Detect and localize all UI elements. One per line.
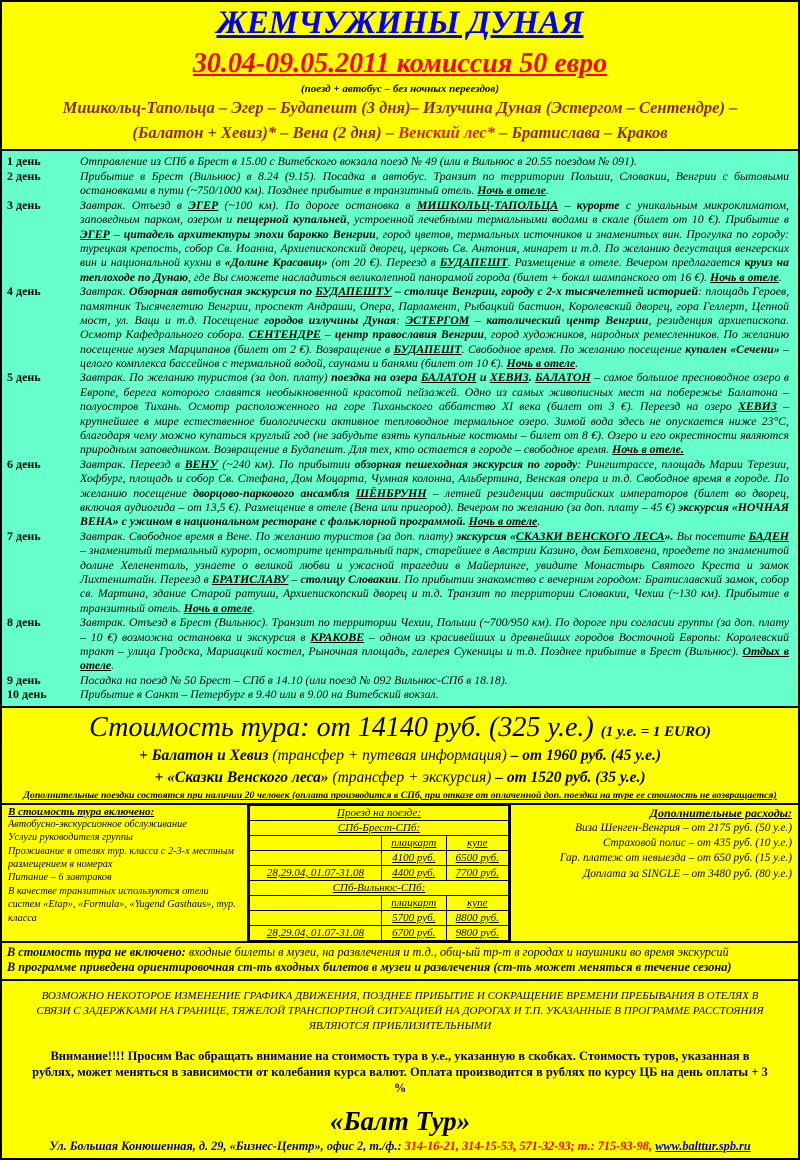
text-segment: . [252, 600, 256, 615]
text-segment: столицу Словакии [300, 571, 399, 586]
text-segment: Завтрак. Отъезд в Брест (Вильнюс). Транзит по территории Чехии, Польши (~700/950 км). По дороге при согласии группы (за доп. плату – 10 €) возможна остановка и экскурсия в [80, 615, 789, 644]
company-name: «Балт Тур» [329, 1105, 471, 1136]
included-title: В стоимость тура включено: [8, 805, 155, 818]
text-segment: Ночь в отеле [183, 600, 253, 615]
text-segment: городов излучины Дуная [264, 312, 396, 327]
pricing-section [2, 708, 798, 803]
text-segment: входные билеты в музеи, на развлечения и т.д., общ-ый тр-т в городах и наушники во время экскурсий [188, 944, 729, 959]
text-segment: – крупнейшее в мире естественное биологически активное тепловодное термальное озеро. Зимой вода здесь не опускается ниже 23°С, благодаря чему можно купаться круглый год (не забудьте взять купальные костюмы – билет от 8 €). Озеро и его окрестности являются природным заповедником. Возвращение в Будапешт. Для тех, кто остается в городе – свободное время. [80, 399, 789, 457]
text-segment: СКАЗКИ ВЕНСКОГО ЛЕСА [515, 528, 665, 543]
text-segment: (трансфер + экскурсия) [332, 768, 492, 786]
text-segment: . [575, 356, 579, 371]
text-segment: БАЛАТОН [535, 370, 591, 385]
itinerary-day-row [2, 154, 794, 169]
train-class-header: плацкарт [381, 835, 446, 850]
train-fare-cell: 9800 руб. [446, 925, 508, 940]
day-description [80, 198, 794, 284]
itinerary-day-row [2, 198, 794, 284]
company-address-line [2, 1136, 798, 1158]
text-segment: МИШКОЛЬЦ-ТАПОЛЬЦА [416, 197, 559, 212]
text-segment: – Братислава – Краков [494, 122, 668, 142]
text-segment: Прибытие в Санкт – Петербург в 9.40 или в 9.00 на Витебский вокзал. [80, 687, 439, 702]
train-class-header: плацкарт [381, 895, 446, 910]
text-segment: СЕНТЕНДРЕ [248, 327, 321, 342]
text-segment: : Рингштрассе, площадь Марии Терезии, Хофбург, площадь и собор Св. Стефана, Дом Моцарта, Чумная колонна, Альбертина, Венская опера и т.д. Свободное время в городе. По желанию посещение [80, 456, 790, 500]
text-segment: Мишкольц-Тапольца – Эгер – Будапешт (3 дня)– Излучина Дуная (Эстергом – Сентендре) – (Балатон + Хевиз)* – Вена (2 дня) – [62, 97, 738, 142]
day-label: 6 день [7, 456, 41, 471]
text-segment: БРАТИСЛАВУ [211, 571, 289, 586]
text-segment: БУДАПЕШТ [439, 255, 508, 270]
website-link[interactable]: www.balttur.spb.ru [655, 1139, 751, 1154]
train-route-name: СПб-Вильнюс-СПб: [250, 880, 509, 895]
text-segment: ». [664, 528, 674, 543]
text-segment: . Размещение в отеле. Вечером предлагается [507, 255, 745, 270]
notes-section [2, 943, 798, 981]
train-fare-cell: 4400 руб. [381, 865, 446, 880]
text-segment: – от 1520 руб. (35 у.е.) [491, 768, 646, 786]
extra-costs-column [511, 805, 798, 941]
train-fare-cell: 5700 руб. [381, 910, 446, 925]
train-fare-cell: 6700 руб. [381, 925, 446, 940]
text-segment: Посадка на поезд № 50 Брест – СПб в 14.10 (или поезд № 092 Вильнюс-СПб в 18.18). [80, 672, 508, 687]
train-fare-cell: 4100 руб. [381, 850, 446, 865]
text-segment: – от 1960 руб. (45 у.е.) [506, 747, 661, 765]
day-label: 3 день [7, 197, 41, 212]
page-title: ЖЕМЧУЖИНЫ ДУНАЯ [216, 5, 584, 41]
text-segment: Завтрак. Свободное время в Вене. По желанию туристов (за доп. плату) [80, 528, 457, 543]
text-segment: ХЕВИЗ [738, 399, 777, 414]
day-label: 8 день [7, 615, 41, 630]
text-segment: Ночь в отеле. [612, 442, 684, 457]
itinerary-day-row [2, 529, 794, 615]
extra-cost-item: Гар. платеж от невыезда – от 650 руб. (15 у.е.) [559, 852, 792, 865]
train-period-cell [250, 850, 382, 865]
text-segment: ХЕВИЗ [489, 370, 529, 385]
text-segment: + «Сказки Венского леса» [154, 768, 333, 786]
day-description [80, 169, 794, 198]
text-segment: В стоимость тура не включено: [7, 944, 189, 959]
day-description [80, 529, 794, 615]
text-segment: экскурсия « [456, 528, 516, 543]
tour-price-line [8, 712, 792, 744]
text-segment: купален «Сечени» [685, 341, 780, 356]
text-segment: Завтрак. Отъезд в [80, 197, 189, 212]
train-fares-column [249, 805, 511, 941]
train-fare-cell: 6500 руб. [446, 850, 508, 865]
itinerary-day-row [2, 370, 794, 456]
day-label: 9 день [7, 672, 41, 687]
attention-note: Внимание!!!! Просим Вас обращать внимание на стоимость тура в у.е., указанную в скобках. Стоимость туров, указанная в рублях, может меняться в зависимости от колебания курса валют. Оплата производится в рублях по курсу ЦБ на день оплаты + 3 % [32, 1048, 768, 1096]
included-item: Услуги руководителя группы [8, 832, 134, 844]
train-class-header: купе [446, 895, 508, 910]
day-label: 1 день [7, 154, 41, 169]
text-segment: : площадь Героев, памятник Тысячелетию Венгрии, проспект Андраши, Опера, Парламент, Рыбацкий бастион, Королевский дворец, гора Геллерт, Цепной мост, ул. Ваци и т.д. Посещение [80, 284, 790, 327]
train-table-title: Проезд на поезде: [250, 805, 509, 820]
included-item: Автобусно-экскурсионное обслуживание [8, 818, 187, 830]
text-segment: (от 20 €). Переезд в [327, 255, 440, 270]
text-segment: . По прибытии знакомство с вечерним городом: Братиславский замок, собор св. Мартина, здание Старой ратуши, Архиепископский дворец и т.д. Транзит по территории Словакии, Чехии (~130 км). Прибытие в транзитный отель. [80, 571, 789, 615]
text-segment: Отправление из СПб в Брест в 15.00 с Витебского вокзала поезд № 49 (или в Вильнюс в 20.55 поездом № 091). [80, 154, 637, 169]
text-segment: (~240 км). По прибытии [217, 456, 355, 471]
train-class-header: купе [446, 835, 508, 850]
text-segment: ЭГЕР [188, 197, 219, 212]
train-cell-empty [250, 835, 382, 850]
itinerary-day-row [2, 284, 794, 370]
day-label: 2 день [7, 169, 41, 184]
text-segment: поездка на озера [331, 370, 421, 385]
text-segment: Завтрак. По желанию туристов (за доп. плату) [80, 370, 332, 385]
train-route-name: СПб-Брест-СПб: [250, 820, 509, 835]
tour-price: Стоимость тура: от 14140 руб. (325 у.е.) [89, 711, 594, 743]
day-label: 5 день [7, 370, 41, 385]
included-item: Проживание в отелях тур. класса с 2-3-х местным размещением в номерах [8, 845, 234, 870]
itinerary-day-row [2, 673, 794, 688]
extra-cost-item: Виза Шенген-Венгрия – от 2175 руб. (50 у.е.) [575, 821, 792, 834]
text-segment: + Балатон и Хевиз [139, 747, 273, 765]
text-segment: Ночь в отеле [468, 514, 538, 529]
text-segment: Завтрак. [80, 284, 130, 299]
text-segment: пещерной купальней [236, 212, 347, 227]
text-segment: – знаменитый термальный курорт, осмотрите центральный парк, старейшее в Австрии Казино, дом Бетховена, проедете по знаменитой долине Хелененталь, узнаете о великой любви и ужасной трагедии в Майерлинге, увидите Монастырь Святого Креста и замок Лихтенштайн. Переезд в [80, 543, 789, 586]
text-segment: с уникальным микроклиматом, заповедным парком, озером и [80, 197, 789, 227]
day-label: 7 день [7, 528, 41, 543]
text-segment: Вы посетите [673, 528, 749, 543]
text-segment: круиз на теплоходе по Дунаю [80, 255, 789, 284]
day-description [80, 673, 794, 688]
flyer-header [2, 2, 798, 149]
train-period-cell: 28,29.04, 01.07-31.08 [250, 865, 382, 880]
text-segment: центр православия Венгрии [334, 327, 484, 342]
day-description [80, 615, 794, 673]
text-segment: 314-16-21, 314-15-53, 571-32-93; т.: 715-93-98, [404, 1139, 656, 1154]
text-segment: обзорная пешеходная экскурсия по городу [354, 456, 578, 471]
text-segment: ЭГЕР [80, 226, 110, 241]
addon-balaton-heviz [8, 746, 792, 765]
text-segment: ЭСТЕРГОМ [405, 312, 470, 327]
address-and-phones [49, 1139, 655, 1153]
text-segment: Ул. Большая Конюшенная, д. 29, «Бизнес-Центр», офис 2, т./ф.: [49, 1139, 405, 1154]
text-segment: Прибытие в Брест (Вильнюс) в 8.24 (9.15). Посадка в автобус. Транзит по территории Польши, Словакии, Венгрии с бытовыми остановками в пути (~750/1000 км). Позднее прибытие в транзитный отель. [80, 169, 789, 198]
text-segment: Венский лес* [398, 122, 495, 142]
text-segment: . [545, 183, 549, 198]
train-prices-table [249, 805, 509, 941]
text-segment: – [320, 327, 335, 342]
text-segment: . [778, 269, 782, 284]
train-period-cell: 28,29.04, 01.07-31.08 [250, 925, 382, 940]
tour-route [2, 95, 798, 150]
extra-cost-item: Страховой полис – от 435 руб. (10 у.е.) [602, 837, 792, 850]
extra-costs-title: Дополнительные расходы: [649, 805, 792, 820]
day-description [80, 687, 794, 702]
text-segment: , город цветов, термальных источников и знаменитых вин. Прогулка по городу: турецкая крепость, собор Св. Иоанна, Архиепископский дворец, церковь Св. Антония, минарет и т.д. По желанию дегустация венгерских вин и национальной кухни в [80, 226, 789, 270]
text-segment: Обзорная автобусная экскурсия по [129, 284, 316, 299]
text-segment: БУДАПЕШТУ [315, 284, 392, 299]
addon-vienna-woods [8, 768, 792, 787]
details-columns [2, 803, 798, 943]
day-description [80, 284, 794, 370]
text-segment: – одном из красивейших и древнейших городов Восточной Европы: Королевский тракт – улица Гродска, Мариацкий костел, Рыночная площадь, галерея Сукеницы и т.д. Позднее прибытие в Брест (Вильнюс). [80, 629, 789, 658]
text-segment: ШЁНБРУНН [355, 485, 427, 500]
text-segment: (~100 км). По дороге остановка в [218, 197, 417, 212]
itinerary-day-row [2, 457, 794, 529]
extra-cost-item: Доплата за SINGLE – от 3480 руб. (80 у.е.) [583, 867, 792, 880]
text-segment: – столице Венгрии, городу с 2-х тысячелетней историей [391, 284, 699, 299]
train-period-cell [250, 910, 382, 925]
itinerary-section [2, 149, 798, 708]
text-segment: , где Вы сможете насладиться великолепной панорамой города (билет + бокал шампанского от 16 €). [187, 269, 711, 284]
day-description [80, 457, 794, 529]
included-item: Питание – 6 завтраков [8, 872, 112, 884]
text-segment: КРАКОВЕ [310, 629, 365, 644]
text-segment: Завтрак. Переезд в [80, 456, 185, 471]
text-segment: и [476, 370, 490, 385]
day-description [80, 370, 794, 456]
schedule-disclaimer: ВОЗМОЖНО НЕКОТОРОЕ ИЗМЕНЕНИЕ ГРАФИКА ДВИЖЕНИЯ, ПОЗДНЕЕ ПРИБЫТИЕ И СОКРАЩЕНИЕ ВРЕМЕНИ ПРЕБЫВАНИЯ В ОТЕЛЯХ В СВЯЗИ С ЗАДЕРЖКАМИ НА ГРАНИЦЕ, ТЯЖЕЛОЙ ТРАНСПОРТНОЙ СИТУАЦИЕЙ НА ДОРОГАХ И Т.П. УКАЗАННЫЕ В ПРОГРАММЕ РАССТОЯНИЯ ЯВЛЯЮТСЯ ПРИБЛИЗИТЕЛЬНЫМИ [36, 990, 764, 1032]
text-segment: – целого комплекса бассейнов с термальной водой, саунами и банями (билет от 10 €). [80, 341, 789, 371]
text-segment: . [528, 370, 536, 385]
text-segment: «Долине Красавиц» [224, 255, 328, 270]
addon-conditions-note: Дополнительные поездки состоятся при наличии 20 человек (оплата производится в СПб, при отказе от оплаченной доп. поездки на туре ее стоимость не возвращается) [23, 789, 777, 801]
itinerary-day-row [2, 169, 794, 198]
text-segment: . [537, 514, 541, 529]
text-segment: – [109, 226, 124, 241]
text-segment: – самое большое пресноводное озеро в Европе, берега которого славятся необыкновенной красотой пейзажей. Одно из самых живописных мест на побережье Балатона – полуостров Тихань. Осмотр расположенного на горе Тиханьского аббатство XI века (билет от 3 €). Переезд на озеро [80, 370, 789, 414]
train-fare-cell: 8800 руб. [446, 910, 508, 925]
program-cost-note: В программе приведена ориентировочная ст-ть входных билетов в музеи и развлечения (ст-ть может меняться в течение сезона) [7, 960, 732, 975]
train-fare-cell: 7700 руб. [446, 865, 508, 880]
text-segment: курорте [576, 197, 620, 212]
tour-dates-commission: 30.04-09.05.2011 комиссия 50 евро [192, 48, 608, 80]
text-segment: Ночь в отеле [477, 183, 546, 198]
itinerary-day-row [2, 615, 794, 673]
text-segment: Ночь в отеле [710, 269, 779, 284]
text-segment: цитадель архитектуры эпохи барокко Венгрии [123, 226, 376, 241]
day-label: 10 день [7, 687, 47, 702]
text-segment: – [469, 312, 487, 327]
not-included-note [7, 945, 793, 960]
text-segment: экскурсия «НОЧНАЯ ВЕНА» с ужином в национальном ресторане с фольклорной программой. [80, 500, 789, 529]
text-segment: Отдых в отеле [80, 643, 789, 673]
text-segment: , город художников, народных ремесленников. По желанию посещение музея Марципанов (билет от 2 €). Возвращение в [80, 327, 790, 356]
text-segment: ВЕНУ [184, 456, 218, 471]
included-item: В качестве транзитных используются отели систем «Etap», «Formula», «Yugend Gasthaus», тур. класса [8, 885, 236, 924]
day-label: 4 день [7, 284, 41, 299]
text-segment: дворцово-паркового ансамбля [193, 485, 356, 500]
text-segment: (трансфер + путевая информация) [272, 747, 507, 765]
text-segment: Ночь в отеле [506, 356, 576, 371]
text-segment: : [395, 312, 406, 327]
transport-note: (поезд + автобус – без ночных переездов) [301, 82, 499, 95]
text-segment: . [111, 658, 115, 673]
exchange-rate-note: (1 у.е. = 1 EURO) [600, 723, 711, 740]
text-segment: БАЛАТОН [420, 370, 477, 385]
text-segment: – летней резиденции австрийских императоров (билет во дворец, включая аудиогида – от 13,5 €). Размещение в отеле (Вена или пригород). Вечером по желанию (за доп. плату – 45 €) [80, 485, 790, 514]
text-segment: БАДЕН [748, 528, 789, 543]
text-segment: – [558, 197, 577, 212]
text-segment: , резиденция архиепископа. Осмотр Кафедрального собора. [80, 312, 790, 342]
train-cell-empty [250, 895, 382, 910]
text-segment: – [288, 571, 301, 586]
text-segment: . Свободное время. По желанию посещение [461, 341, 686, 356]
text-segment: , устроенной лечебными термальными водами в скале (билет от 10 €). Прибытие в [346, 212, 790, 227]
included-column [2, 805, 249, 941]
itinerary-day-row [2, 687, 794, 702]
day-description [80, 154, 794, 169]
text-segment: католический центр Венгрии [486, 312, 649, 327]
text-segment: БУДАПЕШТ [393, 341, 462, 356]
